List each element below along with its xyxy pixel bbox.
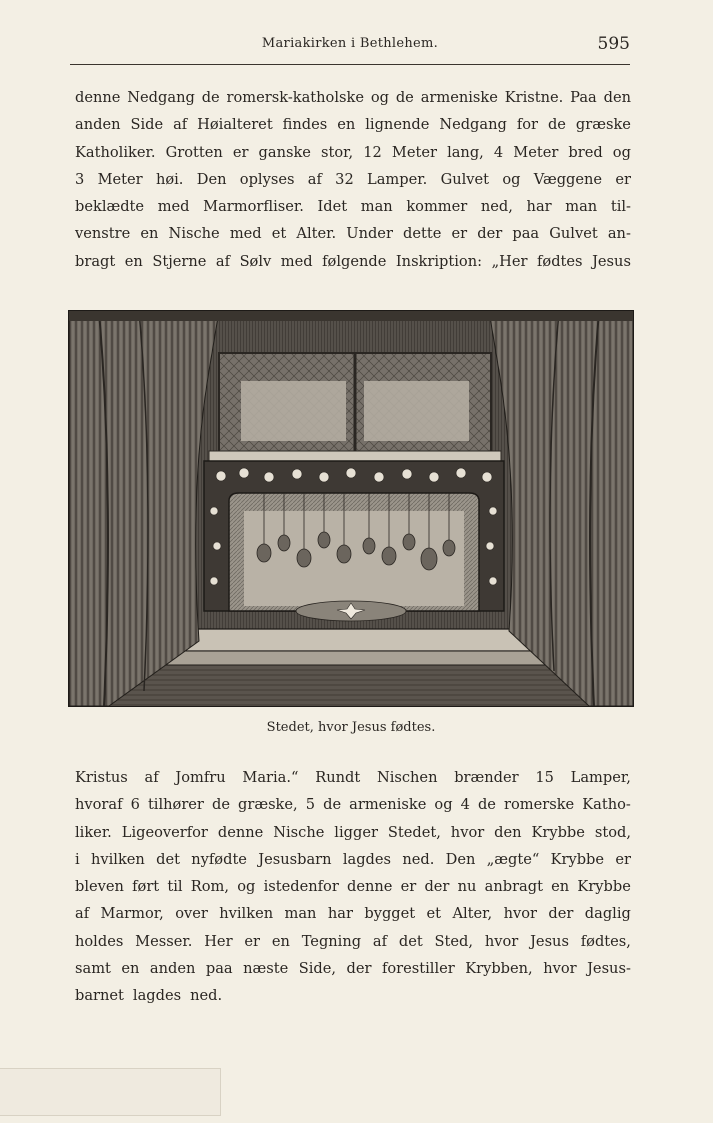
word: er [451, 225, 468, 243]
word: liker. [75, 823, 112, 841]
word: en [551, 878, 570, 896]
word: man [360, 198, 393, 216]
word: den [603, 89, 631, 106]
word: Høialteret [197, 116, 273, 134]
word: an- [607, 225, 631, 243]
word: har [327, 905, 353, 923]
word: er [232, 143, 249, 161]
word: de [323, 796, 342, 814]
word: i [75, 850, 80, 868]
word: Paa [570, 89, 597, 106]
running-title: Mariakirken i Bethlehem. [261, 36, 439, 51]
word: istedenfor [263, 878, 339, 896]
word: Den [445, 850, 476, 868]
word: Tegning [301, 932, 362, 950]
word: man [565, 198, 598, 216]
word: man [284, 905, 317, 923]
word: der [346, 960, 372, 978]
word: Inskription: [395, 252, 483, 270]
word: forestiller [381, 960, 455, 978]
word: „Her [491, 252, 528, 270]
word: venstre [75, 225, 131, 243]
word: græske, [238, 796, 298, 814]
word: Væggene [533, 170, 603, 188]
word: armeniske [349, 796, 427, 814]
text-line [75, 220, 631, 247]
word: nyfødte [191, 850, 247, 868]
word: er [400, 878, 417, 896]
text-line [75, 166, 631, 193]
word: brænder [454, 769, 519, 786]
word: samt [75, 960, 111, 978]
word: af [75, 905, 90, 923]
word: af [307, 170, 322, 188]
word: ført [132, 878, 160, 896]
word: Nedgang [127, 89, 195, 106]
word: Rundt [315, 769, 361, 786]
engraving-illustration [68, 310, 634, 707]
word: Sølv [239, 252, 272, 270]
word: ned. [402, 850, 435, 868]
word: stod, [594, 823, 631, 841]
word: for [516, 116, 538, 134]
word: „ægte“ [486, 850, 540, 868]
word: følgende [322, 252, 387, 270]
word: Marmor, [100, 905, 164, 923]
word: hvilken [90, 850, 145, 868]
word: holdes [75, 932, 124, 950]
word: Krybbe [550, 850, 605, 868]
word: Nische [168, 225, 220, 243]
figure-caption: Stedet, hvor Jesus fødtes. [266, 720, 436, 735]
word: Krybben, [465, 960, 533, 978]
word: daglig [584, 905, 631, 923]
word: Kristne. [504, 89, 564, 106]
word: de [211, 796, 230, 814]
word: et [426, 905, 442, 923]
header-rule [70, 64, 630, 65]
word: har [526, 198, 552, 216]
text-line [75, 873, 631, 900]
word: romersk-katholske [226, 89, 364, 106]
word: tilhører [147, 796, 204, 814]
word: 5 [305, 796, 316, 814]
word: Jomfru [175, 769, 226, 786]
word: med [280, 252, 313, 270]
word: høi. [155, 170, 184, 188]
word: de [201, 89, 220, 106]
word: der [424, 878, 450, 896]
text-line [75, 928, 631, 955]
text-line [75, 900, 631, 927]
word: Nische [273, 823, 325, 841]
word: bleven [75, 878, 124, 896]
word: Gulvet [440, 170, 490, 188]
word: anbragt [484, 878, 543, 896]
word: kommer [406, 198, 468, 216]
word: Sted, [434, 932, 474, 950]
word: hvor [484, 932, 519, 950]
word: Stjerne [152, 252, 207, 270]
word: bred [568, 143, 603, 161]
word: ganske [258, 143, 311, 161]
word: en [121, 960, 140, 978]
body-text-top [75, 84, 631, 275]
word: lagdes [342, 850, 392, 868]
word: Jesus [530, 932, 569, 950]
text-line [75, 111, 631, 138]
word: en [337, 116, 356, 134]
text-line [75, 791, 631, 818]
text-line [75, 819, 631, 846]
text-line [75, 84, 631, 111]
running-head [70, 34, 630, 58]
word: det [156, 850, 180, 868]
word: armeniske [420, 89, 498, 106]
word: til- [610, 198, 631, 216]
text-line [75, 982, 631, 1009]
word: Den [196, 170, 227, 188]
word: 4 [460, 796, 470, 814]
word: paa [512, 225, 540, 243]
word: ligger [334, 823, 378, 841]
word: 6 [130, 796, 140, 814]
word: beklædte [75, 198, 145, 216]
word: ned. [190, 987, 223, 1005]
page-number: 595 [597, 34, 630, 54]
text-line [75, 139, 631, 166]
word: hvor [450, 823, 485, 841]
word: de [477, 796, 496, 814]
word: Lamper, [570, 769, 631, 786]
word: lagdes [132, 987, 182, 1005]
word: til [167, 878, 183, 896]
word: Gulvet [549, 225, 598, 243]
word: Under [346, 225, 393, 243]
word: Ligeoverfor [121, 823, 208, 841]
word: romerske [504, 796, 575, 814]
nativity-grotto-engraving [69, 311, 633, 706]
word: denne [75, 89, 121, 106]
word: Jesus- [587, 960, 631, 978]
word: er [615, 170, 631, 188]
word: fødtes, [580, 932, 631, 950]
word: stor, [321, 143, 354, 161]
word: 15 [535, 769, 554, 786]
word: lang, [447, 143, 484, 161]
word: næste [243, 960, 289, 978]
word: og [237, 878, 256, 896]
word: hvor [543, 960, 577, 978]
word: Nedgang [439, 116, 507, 134]
word: Her [204, 932, 233, 950]
word: Rom, [190, 878, 230, 896]
word: bygget [364, 905, 416, 923]
word: oplyses [239, 170, 295, 188]
word: Lamper. [367, 170, 428, 188]
word: Side, [298, 960, 337, 978]
word: Alter, [452, 905, 493, 923]
body-text-bottom [75, 764, 631, 1010]
word: af [372, 932, 388, 950]
word: der [548, 905, 574, 923]
word: Katholiker. [75, 143, 156, 161]
word: over [175, 905, 208, 923]
word: barnet [75, 987, 124, 1005]
word: bragt [75, 252, 116, 270]
text-line [75, 248, 631, 275]
word: Krybbe [577, 878, 631, 896]
word: der [477, 225, 503, 243]
word: hvilken [219, 905, 274, 923]
word: Jesus [592, 252, 631, 270]
word: Messer. [135, 932, 193, 950]
word: 12 [363, 143, 382, 161]
word: 4 [493, 143, 504, 161]
word: anden [149, 960, 196, 978]
word: 32 [335, 170, 354, 188]
word: og [612, 143, 631, 161]
scan-label-strip [0, 1068, 221, 1116]
word: med [229, 225, 262, 243]
word: Stedet, [387, 823, 441, 841]
word: Idet [317, 198, 348, 216]
word: en [140, 225, 159, 243]
word: Meter [97, 170, 143, 188]
word: lignende [365, 116, 430, 134]
text-line [75, 846, 631, 873]
word: Marmorfliser. [203, 198, 304, 216]
word: paa [205, 960, 233, 978]
word: af [215, 252, 231, 270]
word: Alter. [296, 225, 337, 243]
word: med [157, 198, 190, 216]
text-line [75, 764, 631, 791]
word: denne [217, 823, 264, 841]
text-line [75, 193, 631, 220]
word: Meter [391, 143, 437, 161]
word: fødtes [537, 252, 583, 270]
word: en [271, 932, 290, 950]
word: hvoraf [75, 796, 123, 814]
word: af [173, 116, 188, 134]
word: findes [282, 116, 328, 134]
word: de [547, 116, 566, 134]
word: Meter [513, 143, 559, 161]
word: de [395, 89, 414, 106]
word: Krybbe [531, 823, 585, 841]
word: Side [130, 116, 164, 134]
word: den [494, 823, 522, 841]
word: Kristus [75, 769, 128, 786]
word: det [398, 932, 423, 950]
word: og [370, 89, 389, 106]
word: nu [457, 878, 477, 896]
word: ned, [480, 198, 513, 216]
word: Grotten [165, 143, 223, 161]
word: hvor [503, 905, 538, 923]
word: Jesusbarn [258, 850, 332, 868]
word: er [615, 850, 631, 868]
word: en [124, 252, 143, 270]
word: og [502, 170, 521, 188]
word: græske [575, 116, 631, 134]
word: Nischen [376, 769, 438, 786]
word: anden [75, 116, 121, 134]
word: og [434, 796, 453, 814]
word: dette [403, 225, 442, 243]
word: af [144, 769, 159, 786]
word: er [244, 932, 260, 950]
word: denne [347, 878, 393, 896]
word: 3 [75, 170, 85, 188]
text-line [75, 955, 631, 982]
word: Maria.“ [242, 769, 299, 786]
word: et [271, 225, 287, 243]
word: Katho- [582, 796, 631, 814]
